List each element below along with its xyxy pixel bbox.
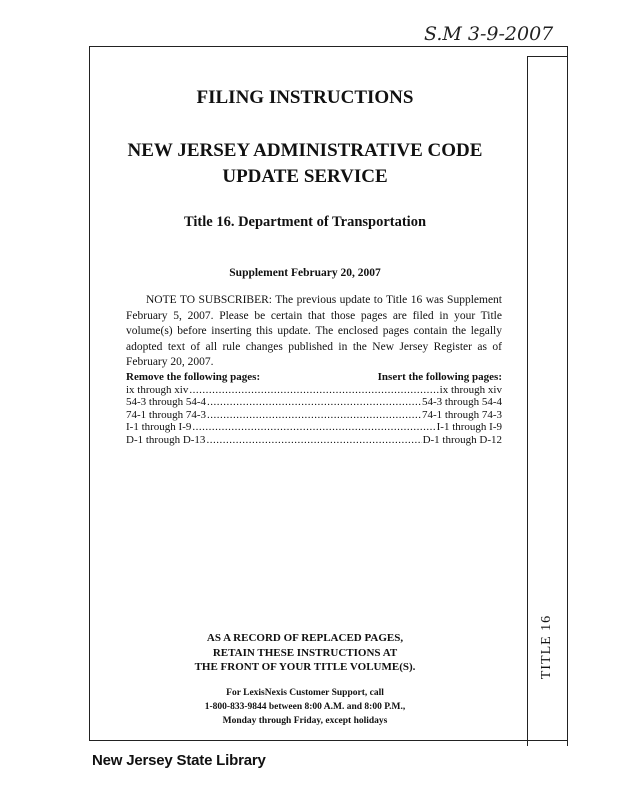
insert-pages: 54-3 through 54-4 <box>421 396 502 408</box>
pages-row <box>126 409 502 422</box>
pages-row <box>126 384 502 397</box>
dot-leader <box>207 409 421 422</box>
insert-pages: ix through xiv <box>439 383 502 396</box>
title-tab-label: TITLE 16 <box>539 614 554 680</box>
dot-leader <box>192 421 435 434</box>
supplement-date: Supplement February 20, 2007 <box>229 267 381 279</box>
insert-pages: D-1 through D-12 <box>422 433 502 446</box>
customer-support <box>150 686 460 728</box>
remove-pages: I-1 through I-9 <box>126 421 192 433</box>
code-title-line1: NEW JERSEY ADMINISTRATIVE CODE <box>127 140 483 161</box>
remove-header: Remove the following pages: <box>126 371 261 383</box>
support-line3: Monday through Friday, except holidays <box>222 716 388 726</box>
remove-pages: 54-3 through 54-4 <box>126 396 207 408</box>
code-title <box>120 138 490 190</box>
dot-leader <box>207 396 421 409</box>
pages-table-header <box>126 371 502 384</box>
department-heading: Title 16. Department of Transportation <box>183 214 427 230</box>
insert-header: Insert the following pages: <box>377 371 502 383</box>
support-line2: 1-800-833-9844 between 8:00 A.M. and 8:00 P.M., <box>204 702 406 712</box>
remove-pages: D-1 through D-13 <box>126 433 206 446</box>
code-title-line2: UPDATE SERVICE <box>222 166 388 187</box>
library-stamp: New Jersey State Library <box>92 752 266 769</box>
frame-border-top <box>89 46 568 47</box>
subscriber-note: NOTE TO SUBSCRIBER: The previous update to Title 16 was Supplement February 5, 2007. Please be certain that those pages are filed in your Title volume(s) before inserting this update. The enclosed pages contain the legally adopted text of all rule changes published in the New Jersey Register as of February 20, 2007. <box>126 294 502 368</box>
frame-border-bottom <box>89 740 568 741</box>
record-notice-line3: THE FRONT OF YOUR TITLE VOLUME(S). <box>194 661 416 673</box>
dot-leader <box>206 434 421 447</box>
svg-text:S.M 3-9-2007: S.M 3-9-2007 <box>424 23 554 45</box>
pages-row <box>126 421 502 434</box>
record-notice-line2: RETAIN THESE INSTRUCTIONS AT <box>212 646 398 659</box>
remove-pages: ix through xiv <box>126 383 189 396</box>
title-tab-cap <box>527 56 567 57</box>
support-line1: For LexisNexis Customer Support, call <box>226 688 384 698</box>
pages-row <box>126 396 502 409</box>
remove-pages: 74-1 through 74-3 <box>126 408 207 421</box>
pages-table <box>126 371 502 446</box>
page-title: FILING INSTRUCTIONS <box>196 87 414 108</box>
title-tab-divider <box>527 56 528 746</box>
insert-pages: I-1 through I-9 <box>436 421 502 433</box>
frame-border-right <box>567 46 568 746</box>
handwritten-annotation <box>420 18 600 48</box>
insert-pages: 74-1 through 74-3 <box>421 408 502 421</box>
frame-border-left <box>89 46 90 740</box>
dot-leader <box>189 384 438 397</box>
record-notice <box>150 631 460 675</box>
record-notice-line1: AS A RECORD OF REPLACED PAGES, <box>206 632 404 644</box>
pages-row <box>126 434 502 447</box>
